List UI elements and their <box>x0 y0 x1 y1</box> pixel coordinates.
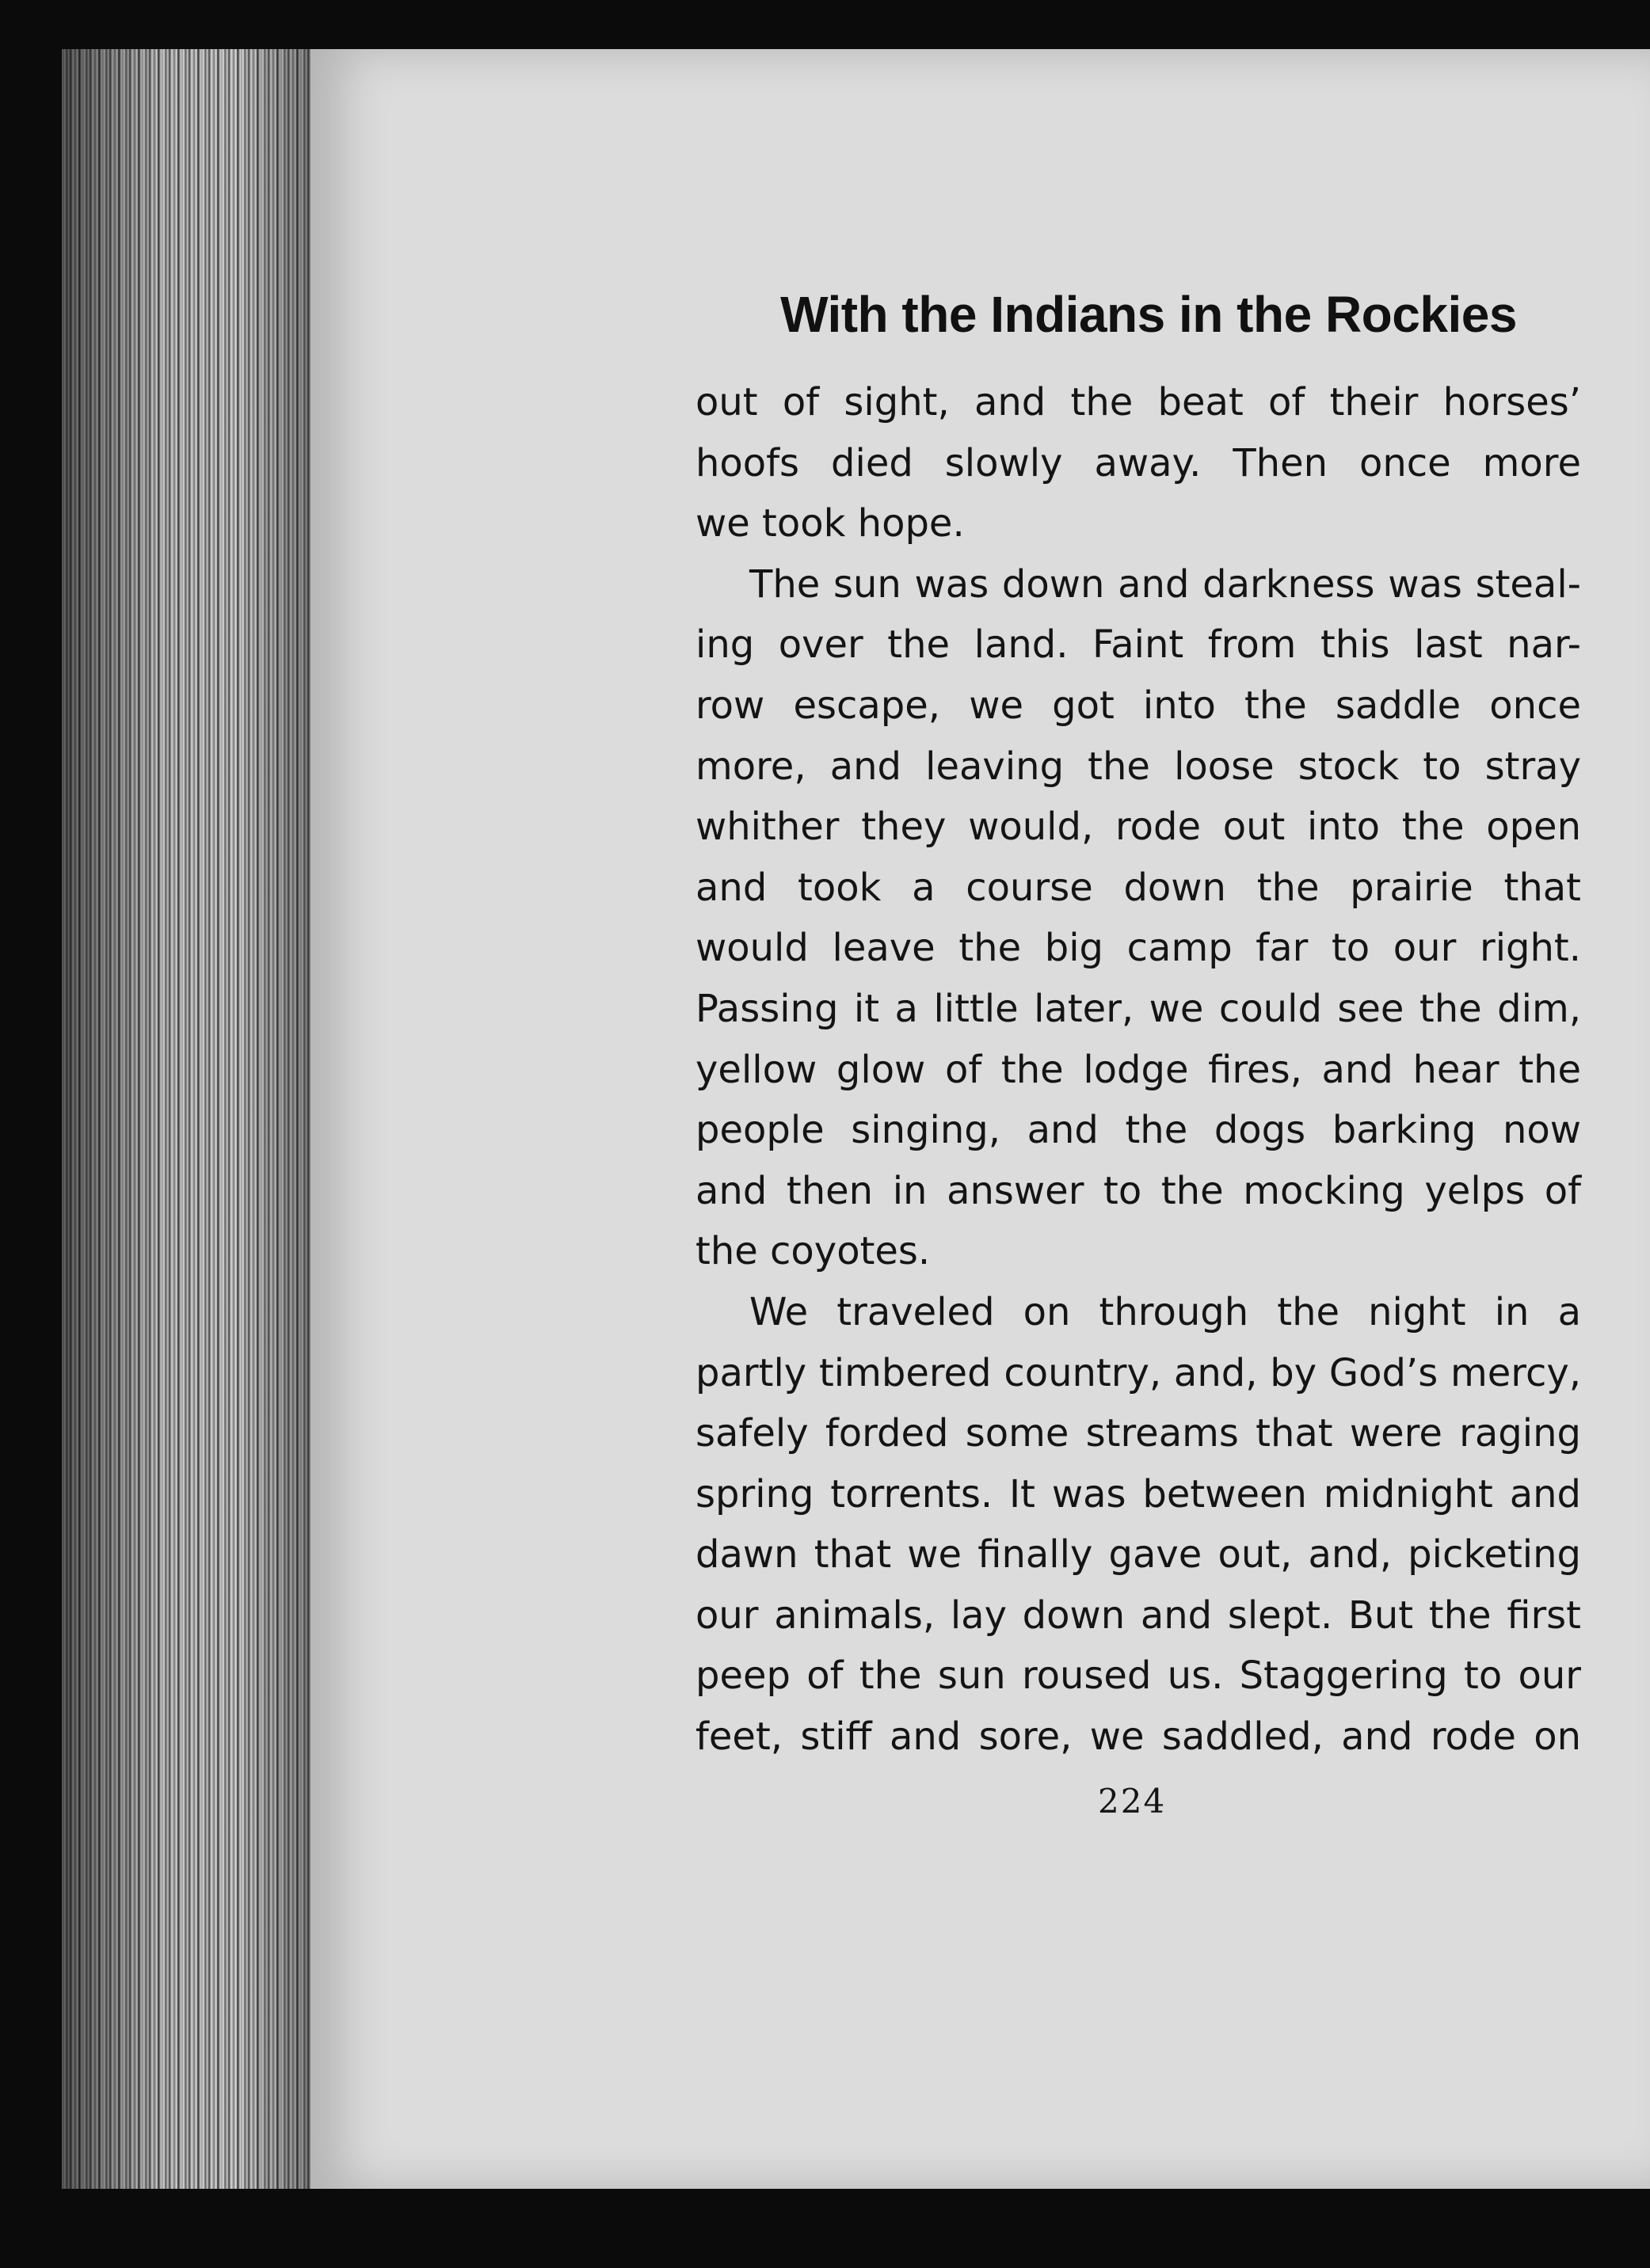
text-line: feet, stiff and sore, we saddled, and rode on <box>695 1714 1581 1760</box>
text-line: and then in answer to the mocking yelps of <box>695 1168 1581 1213</box>
text-line: and took a course down the prairie that <box>695 865 1581 910</box>
text-line: people singing, and the dogs barking now <box>695 1108 1581 1153</box>
page-number: 224 <box>1098 1782 1167 1821</box>
text-line: we took hope. <box>695 501 965 546</box>
text-line: Passing it a little later, we could see the dim, <box>695 986 1581 1031</box>
text-line: would leave the big camp far to our right. <box>695 926 1581 971</box>
text-line: the coyotes. <box>695 1229 931 1274</box>
text-line: whither they would, rode out into the open <box>695 805 1581 850</box>
text-line: ing over the land. Faint from this last nar- <box>695 622 1581 668</box>
text-line: more, and leaving the loose stock to stray <box>695 744 1581 789</box>
text-line: row escape, we got into the saddle once <box>695 683 1581 728</box>
text-line: The sun was down and darkness was steal- <box>749 561 1581 607</box>
text-line: We traveled on through the night in a <box>749 1289 1581 1334</box>
text-line: safely forded some streams that were raging <box>695 1411 1581 1456</box>
text-line: partly timbered country, and, by God’s mercy, <box>695 1350 1581 1395</box>
text-line: spring torrents. It was between midnight and <box>695 1471 1581 1516</box>
text-line: dawn that we finally gave out, and, picketing <box>695 1532 1581 1577</box>
text-line: peep of the sun roused us. Staggering to our <box>695 1653 1581 1699</box>
body-text <box>695 372 1581 1768</box>
text-line: our animals, lay down and slept. But the first <box>695 1593 1581 1638</box>
text-line: hoofs died slowly away. Then once more <box>695 440 1581 485</box>
running-head-title: With the Indians in the Rockies <box>780 286 1517 343</box>
text-line: yellow glow of the lodge fires, and hear the <box>695 1047 1581 1092</box>
text-line: out of sight, and the beat of their horses’ <box>695 380 1581 424</box>
book-page-edges <box>62 49 317 2189</box>
